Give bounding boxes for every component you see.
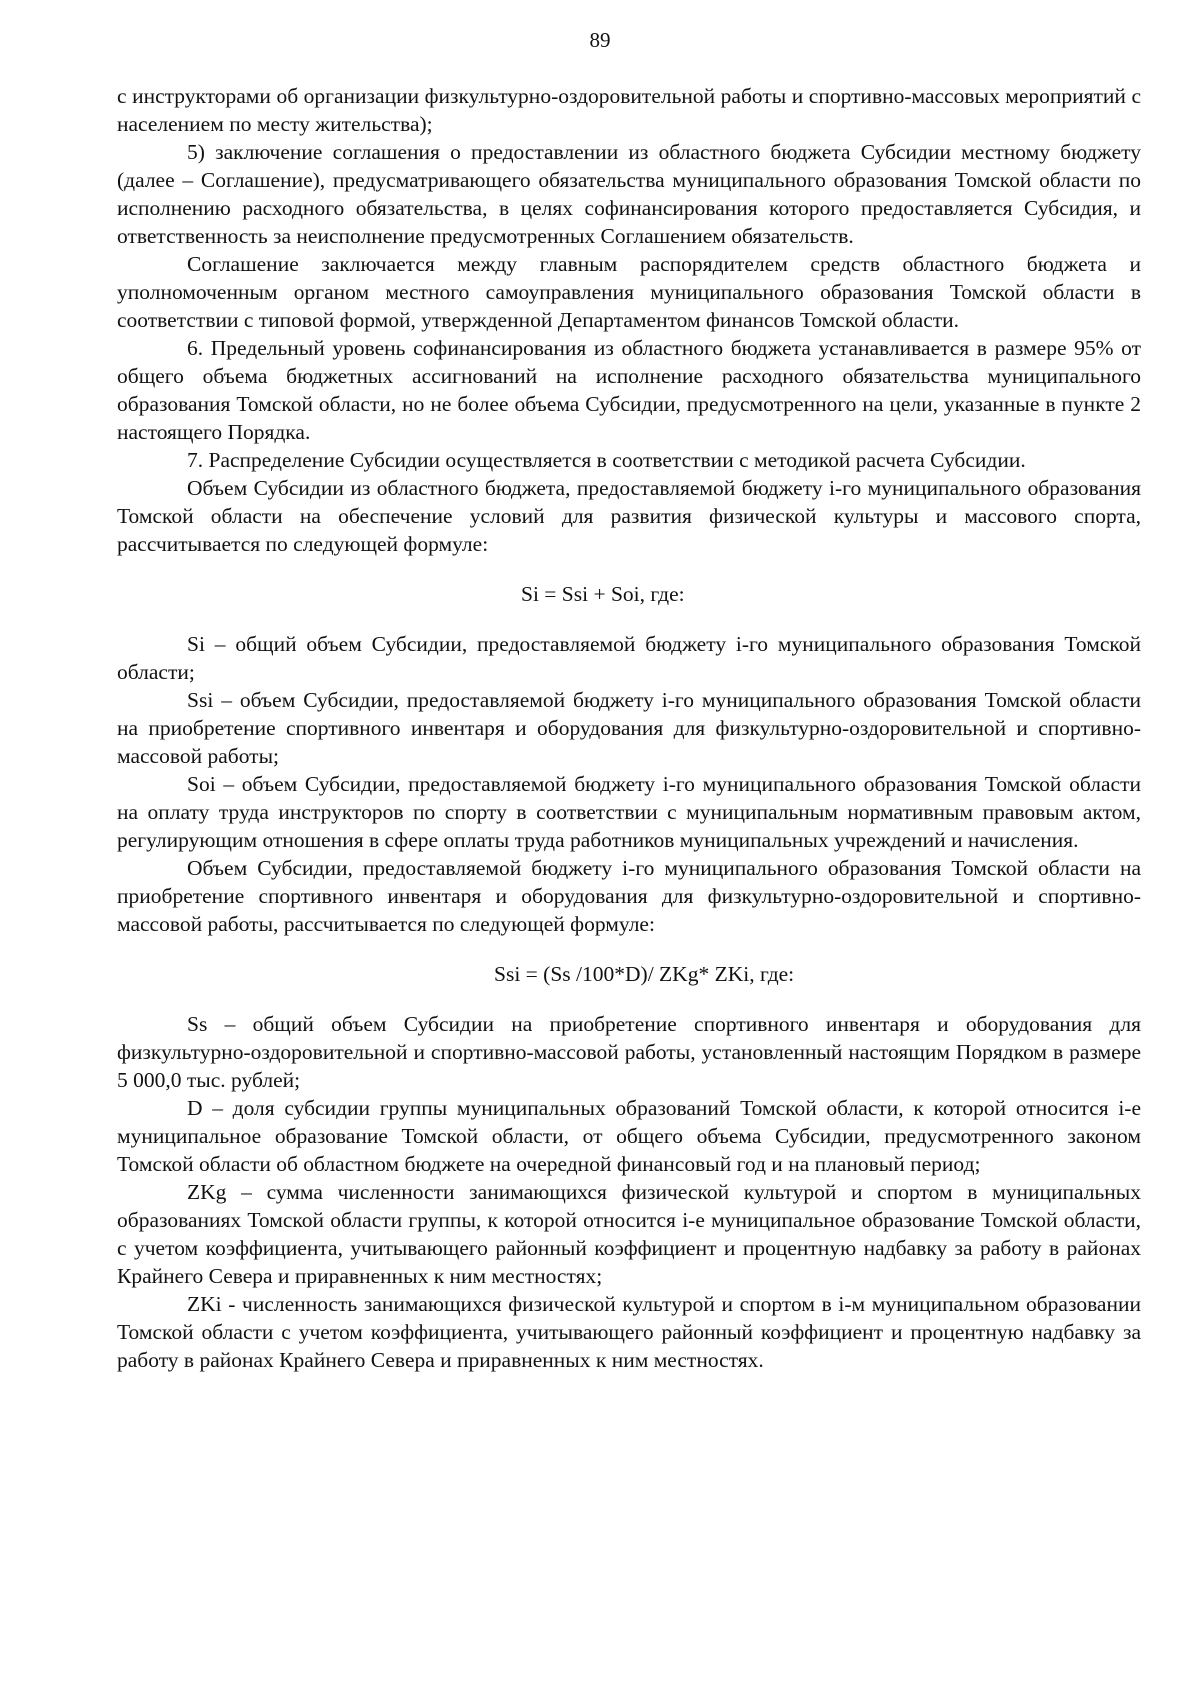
paragraph: Soi – объем Субсидии, предоставляемой бюджету i-го муниципального образования Томской области на оплату труда инструкторов по спорту в соответствии с муниципальным нормативным правовым актом, регулирующим отношения в сфере оплаты труда работников муниципальных учреждений и начисления. (117, 772, 1141, 852)
paragraph: 5) заключение соглашения о предоставлении из областного бюджета Субсидии местному бюджету (далее – Соглашение), предусматривающего обязательства муниципального образования Томской области по исполнению расходного обязательства, в целях софинансирования которого предоставляется Субсидия, и ответственность за неисполнение предусмотренных Соглашением обязательств. (117, 140, 1141, 248)
paragraph: Соглашение заключается между главным распорядителем средств областного бюджета и уполномоченным органом местного самоуправления муниципального образования Томской области в соответствии с типовой формой, утвержденной Департаментом финансов Томской области. (117, 252, 1141, 332)
document-body (117, 82, 1141, 1374)
paragraph: ZKi - численность занимающихся физической культурой и спортом в i-м муниципальном образовании Томской области с учетом коэффициента, учитывающего районный коэффициент и процентную надбавку за работу в районах Крайнего Севера и приравненных к ним местностях. (117, 1292, 1141, 1372)
paragraph: с инструкторами об организации физкультурно-оздоровительной работы и спортивно-массовых мероприятий с населением по месту жительства); (117, 84, 1141, 136)
paragraph: Объем Субсидии из областного бюджета, предоставляемой бюджету i-го муниципального образования Томской области на обеспечение условий для развития физической культуры и массового спорта, рассчитывается по следующей формуле: (117, 476, 1141, 556)
paragraph: Объем Субсидии, предоставляемой бюджету i-го муниципального образования Томской области на приобретение спортивного инвентаря и оборудования для физкультурно-оздоровительной и спортивно-массовой работы, рассчитывается по следующей формуле: (117, 856, 1141, 936)
paragraph: 6. Предельный уровень софинансирования из областного бюджета устанавливается в размере 95% от общего объема бюджетных ассигнований на исполнение расходного обязательства муниципального образования Томской области, но не более объема Субсидии, предусмотренного на цели, указанные в пункте 2 настоящего Порядка. (117, 336, 1141, 444)
page-number: 89 (589, 28, 611, 52)
paragraph: 7. Распределение Субсидии осуществляется в соответствии с методикой расчета Субсидии. (187, 448, 1026, 472)
formula: Si = Ssi + Soi, где: (521, 582, 685, 606)
paragraph: D – доля субсидии группы муниципальных образований Томской области, к которой относится i-е муниципальное образование Томской области, от общего объема Субсидии, предусмотренного законом Томской области об областном бюджете на очередной финансовый год и на плановый период; (117, 1096, 1141, 1176)
paragraph: Ssi – объем Субсидии, предоставляемой бюджету i-го муниципального образования Томской области на приобретение спортивного инвентаря и оборудования для физкультурно-оздоровительной и спортивно-массовой работы; (117, 688, 1141, 768)
paragraph: Ss – общий объем Субсидии на приобретение спортивного инвентаря и оборудования для физкультурно-оздоровительной и спортивно-массовой работы, установленный настоящим Порядком в размере 5 000,0 тыс. рублей; (117, 1012, 1141, 1092)
paragraph: Si – общий объем Субсидии, предоставляемой бюджету i-го муниципального образования Томской области; (117, 632, 1141, 684)
paragraph: ZKg – сумма численности занимающихся физической культурой и спортом в муниципальных образованиях Томской области группы, к которой относится i-е муниципальное образование Томской области, с учетом коэффициента, учитывающего районный коэффициент и процентную надбавку за работу в районах Крайнего Севера и приравненных к ним местностях; (117, 1180, 1141, 1288)
formula: Ssi = (Ss /100*D)/ ZKg* ZKi, где: (494, 962, 795, 986)
